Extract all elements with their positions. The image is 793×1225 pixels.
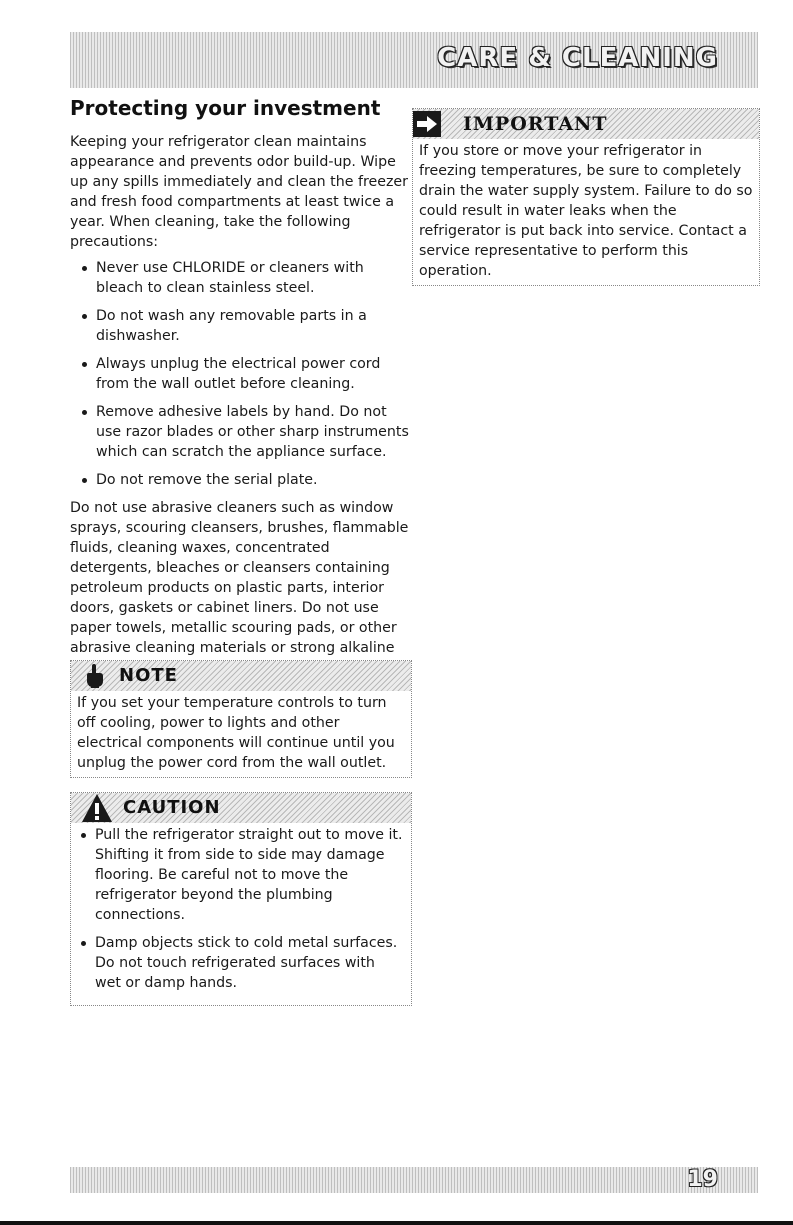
hand-pointer-icon [83,663,107,693]
caution-box [70,792,412,1006]
important-text: If you store or move your refrigerator in freezing temperatures, be sure to completely drain the water supply system. Failure to do so could result in water leaks when the refrigerator is put back into service. Contact a service representative to perform this operation. [419,143,753,279]
page-bottom-rule [0,1221,793,1225]
chapter-title: CARE & CLEANING [437,43,718,73]
section-title: Protecting your investment [70,96,381,120]
caution-list [77,825,405,993]
important-header [413,109,759,139]
list-item: Pull the refrigerator straight out to move it. Shifting it from side to side may damage flooring. Be careful not to move the refrigerator beyond the plumbing connections. [77,825,405,925]
arrow-right-icon [413,111,441,137]
note-title: NOTE [119,665,178,686]
note-box [70,660,412,778]
list-item: Damp objects stick to cold metal surfaces. Do not touch refrigerated surfaces with wet or damp hands. [77,933,405,993]
list-item: Do not remove the serial plate. [80,470,412,490]
important-title: IMPORTANT [463,113,608,135]
note-text: If you set your temperature controls to turn off cooling, power to lights and other electrical components will continue until you unplug the power cord from the wall outlet. [77,695,395,771]
header-band [70,32,758,88]
caution-content [71,823,411,1005]
precautions-list [70,258,412,490]
list-item: Do not wash any removable parts in a dishwasher. [80,306,412,346]
footer-band [70,1167,758,1193]
intro-paragraph: Keeping your refrigerator clean maintains appearance and prevents odor build-up. Wipe up any spills immediately and clean the freezer and fresh food compartments at least twice a year. When cleaning, take the following precautions: [70,134,408,250]
abrasive-warning-paragraph: Do not use abrasive cleaners such as window sprays, scouring cleansers, brushes, flammable fluids, cleaning waxes, concentrated detergents, bleaches or cleansers containing petroleum products on plastic parts, interior doors, gaskets or cabinet liners. Do not use paper towels, metallic scouring pads, or other abrasive cleaning materials or strong alkaline [70,500,409,656]
caution-header [71,793,411,823]
left-column [70,96,412,678]
important-box [412,108,760,286]
list-item: Remove adhesive labels by hand. Do not use razor blades or other sharp instruments which can scratch the appliance surface. [80,402,412,462]
list-item: Always unplug the electrical power cord from the wall outlet before cleaning. [80,354,412,394]
caution-title: CAUTION [123,797,221,818]
page-number: 19 [687,1167,718,1192]
warning-triangle-icon [81,793,113,827]
list-item: Never use CHLORIDE or cleaners with bleach to clean stainless steel. [80,258,412,298]
note-header [71,661,411,691]
